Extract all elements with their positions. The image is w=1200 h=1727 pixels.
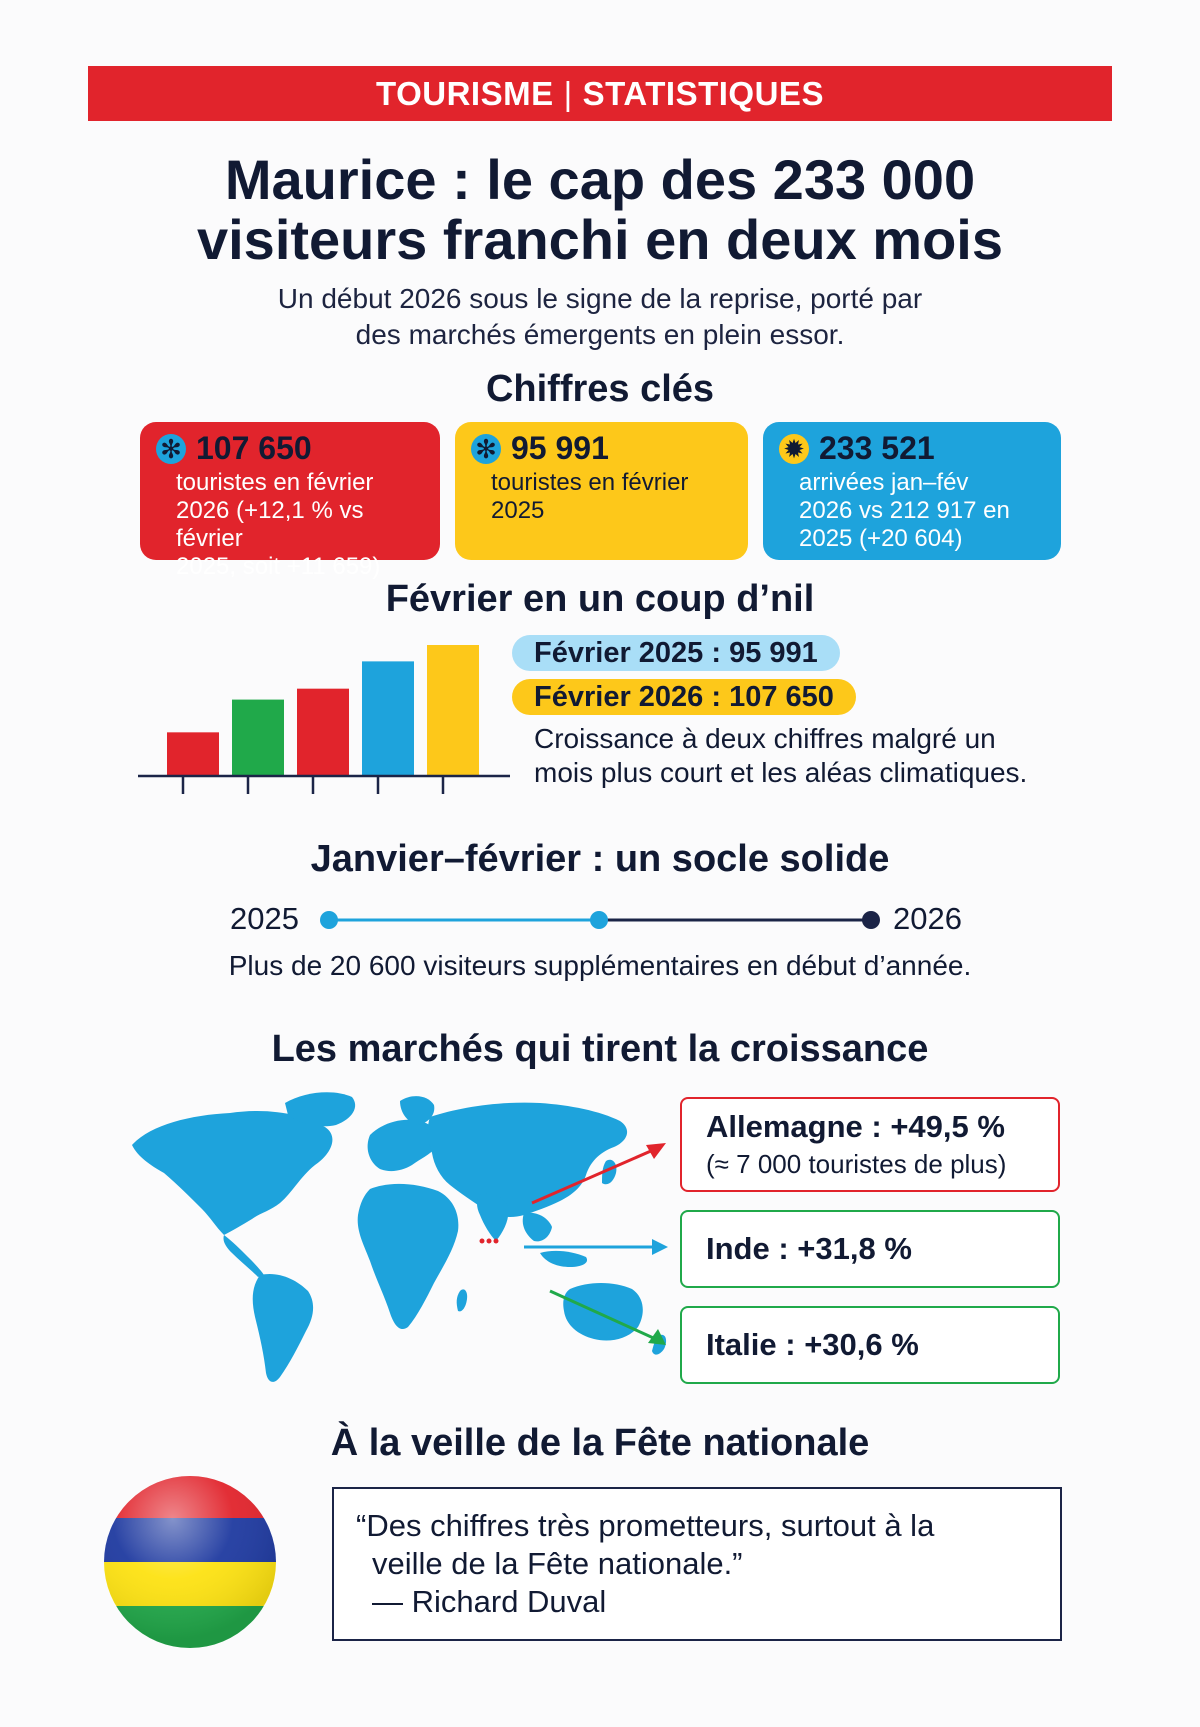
banner-statistiques: STATISTIQUES	[582, 74, 824, 112]
timeline	[315, 905, 885, 935]
pill-feb-2025: Février 2025 : 95 991	[512, 635, 840, 671]
snowflake-icon: ✻	[156, 434, 186, 464]
market-title: Inde : +31,8 %	[706, 1231, 912, 1266]
chart-bar-5	[427, 645, 479, 776]
key-figure-card-feb-2025	[455, 422, 748, 560]
key-figure-desc-line: 2026 (+12,1 % vs février	[176, 497, 364, 552]
quote-line-2: veille de la Fête nationale.”	[372, 1546, 743, 1581]
key-figure-value: 95 991	[511, 430, 609, 466]
timeline-dot-end	[862, 911, 880, 929]
banner-separator: |	[563, 74, 573, 112]
timeline-caption: Plus de 20 600 visiteurs supplémentaires en début d’année.	[228, 950, 972, 981]
southeast-asia-shape	[523, 1213, 552, 1242]
subtitle-line-2: des marchés émergents en plein essor.	[355, 319, 845, 350]
world-map	[120, 1085, 680, 1395]
key-figure-value: 107 650	[196, 430, 312, 466]
february-note	[534, 722, 1027, 790]
title-line-1: Maurice : le cap des 233 000	[224, 148, 976, 211]
february-heading: Février en un coup d’nil	[385, 578, 815, 620]
key-figure-desc-line: touristes en février	[491, 469, 689, 496]
key-figure-desc-line: 2025, soit +11 659)	[176, 553, 381, 580]
chart-bar-2	[232, 700, 284, 776]
arrowhead-india	[652, 1239, 668, 1255]
key-figure-desc-line: touristes en février	[176, 469, 374, 496]
key-figure-value: 233 521	[819, 430, 935, 466]
key-figure-desc-line: arrivées jan–fév	[799, 469, 969, 496]
central-america-shape	[223, 1235, 264, 1277]
sun-icon: ✹	[779, 434, 809, 464]
madagascar-shape	[457, 1289, 467, 1311]
europe-shape	[368, 1120, 439, 1171]
key-figure-desc-line: 2025	[491, 497, 545, 524]
market-card-germany	[680, 1097, 1060, 1192]
africa-shape	[358, 1184, 459, 1329]
market-title: Allemagne : +49,5 %	[706, 1109, 1005, 1144]
february-note-line-2: mois plus court et les aléas climatiques.	[534, 757, 1028, 788]
timeline-dot-start	[320, 911, 338, 929]
quote-line-1: “Des chiffres très prometteurs, surtout à la	[356, 1508, 935, 1543]
subtitle-line-1: Un début 2026 sous le signe de la reprise, porté par	[277, 283, 923, 314]
february-note-line-1: Croissance à deux chiffres malgré un	[534, 723, 996, 754]
banner-tourisme: TOURISME	[376, 74, 554, 112]
title-line-2: visiteurs franchi en deux mois	[196, 208, 1004, 271]
origin-dots	[480, 1239, 499, 1244]
quote-box	[332, 1487, 1062, 1641]
india-shape	[477, 1194, 508, 1241]
mauritius-flag-icon	[100, 1472, 280, 1652]
asia-shape	[428, 1103, 627, 1217]
indonesia-shape	[540, 1251, 587, 1267]
australia-shape	[563, 1283, 643, 1341]
key-figures-heading: Chiffres clés	[485, 368, 715, 410]
market-subtitle: (≈ 7 000 touristes de plus)	[706, 1149, 1007, 1179]
janfeb-heading: Janvier–février : un socle solide	[310, 838, 890, 880]
page-subtitle	[150, 281, 1050, 353]
national-day-heading: À la veille de la Fête nationale	[330, 1422, 870, 1464]
north-america-shape	[132, 1111, 332, 1235]
world-map-continents	[132, 1092, 666, 1382]
timeline-label-2025: 2025	[230, 901, 299, 936]
key-figure-desc-line: 2025 (+20 604)	[799, 525, 963, 552]
markets-heading: Les marchés qui tirent la croissance	[271, 1028, 929, 1070]
south-america-shape	[253, 1274, 313, 1382]
snowflake-icon: ✻	[471, 434, 501, 464]
category-banner	[88, 66, 1112, 121]
key-figure-card-feb-2026	[140, 422, 440, 580]
timeline-dot-mid	[590, 911, 608, 929]
market-card-italy	[680, 1306, 1060, 1384]
chart-bar-3	[297, 689, 349, 776]
market-title: Italie : +30,6 %	[706, 1327, 919, 1362]
quote-author: — Richard Duval	[372, 1584, 607, 1619]
february-bar-chart	[130, 630, 515, 805]
market-card-india	[680, 1210, 1060, 1288]
key-figure-card-janfeb	[763, 422, 1061, 560]
page-title	[100, 150, 1100, 270]
pill-feb-2026: Février 2026 : 107 650	[512, 679, 856, 715]
chart-bar-4	[362, 661, 414, 776]
key-figure-desc-line: 2026 vs 212 917 en	[799, 497, 1010, 524]
timeline-label-2026: 2026	[893, 901, 962, 936]
chart-bar-1	[167, 732, 219, 776]
